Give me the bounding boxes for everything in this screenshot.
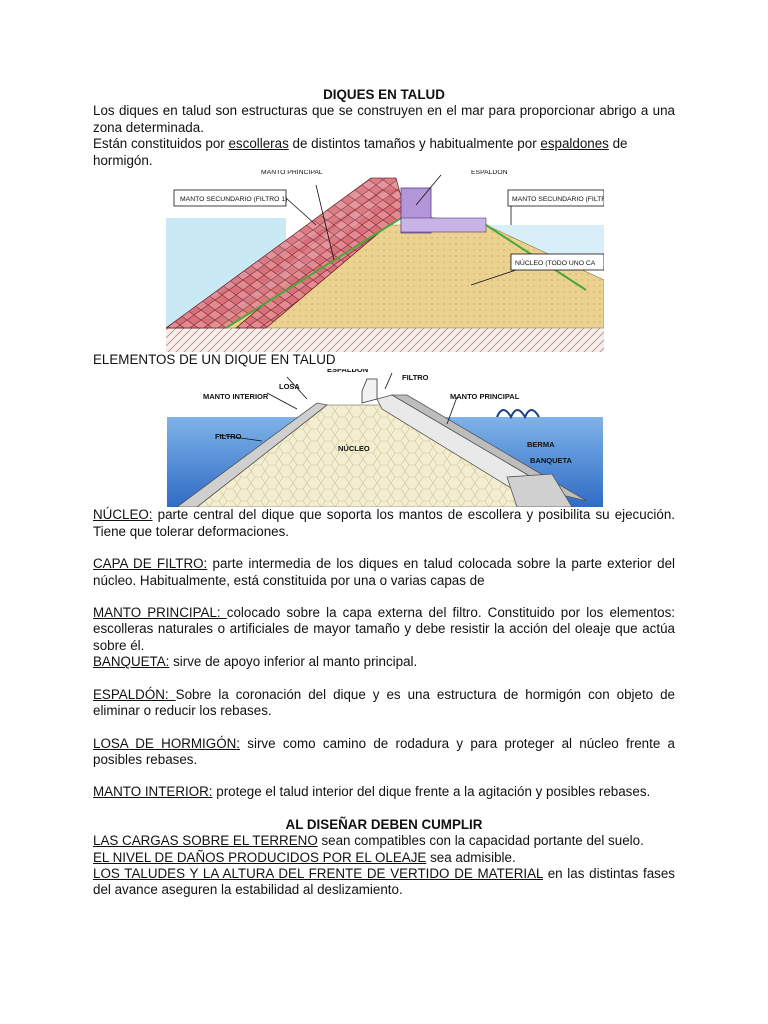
label-manto-secundario-left: MANTO SECUNDARIO (FILTRO 1) xyxy=(180,196,288,204)
design-title: AL DISEÑAR DEBEN CUMPLIR xyxy=(285,816,483,832)
definition-espaldon: ESPALDÓN: Sobre la coronación del dique y es una estructura de hormigón con objeto de eliminar o reducir los rebases. xyxy=(93,686,675,719)
label-nucleo-2: NÚCLEO xyxy=(338,444,370,454)
definition-manto-interior: MANTO INTERIOR: protege el talud interior del dique frente a la agitación y posibles rebases. xyxy=(93,784,651,800)
espaldones-link: espaldones xyxy=(540,136,609,152)
intro-paragraph: Los diques en talud son estructuras que se construyen en el mar para proporcionar abrigo a una zona determinada. xyxy=(93,103,675,135)
label-filtro-left: FILTRO xyxy=(215,432,242,442)
label-nucleo: NÚCLEO (TODO UNO CA xyxy=(515,260,596,268)
escolleras-link: escolleras xyxy=(228,136,289,152)
label-manto-interior: MANTO INTERIOR xyxy=(203,392,269,402)
requirement-taludes: LOS TALUDES Y LA ALTURA DEL FRENTE DE VERTIDO DE MATERIAL en las distintas fases del avance aseguren la estabilidad al deslizamiento. xyxy=(93,865,675,898)
document-title: DIQUES EN TALUD xyxy=(323,87,445,102)
label-filtro-top: FILTRO xyxy=(402,373,429,383)
definition-banqueta: BANQUETA: sirve de apoyo inferior al manto principal. xyxy=(93,654,418,670)
label-manto-principal-2: MANTO PRINCIPAL xyxy=(450,392,520,402)
label-manto-principal: MANTO PRINCIPAL xyxy=(261,170,323,177)
document-page xyxy=(93,87,675,899)
label-berma: BERMA xyxy=(527,440,555,450)
label-losa: LOSA xyxy=(279,382,300,392)
definition-capa-filtro: CAPA DE FILTRO: parte intermedia de los diques en talud colocada sobre la parte exterior del núcleo. Habitualmente, está constituida por una o varias capas de xyxy=(93,556,675,588)
section-elements-heading: ELEMENTOS DE UN DIQUE EN TALUD xyxy=(93,352,336,368)
seabed xyxy=(166,328,604,352)
definition-nucleo: NÚCLEO: parte central del dique que soporta los mantos de escollera y posibilita su ejecución. Tiene que tolerar deformaciones. xyxy=(93,507,675,539)
requirement-danos: EL NIVEL DE DAÑOS PRODUCIDOS POR EL OLEAJE sea admisible. xyxy=(93,849,516,865)
intro-paragraph-2: Están constituidos por escolleras de distintos tamaños y habitualmente por espaldones de hormigón. xyxy=(93,136,628,168)
requirement-cargas: LAS CARGAS SOBRE EL TERRENO sean compatibles con la capacidad portante del suelo. xyxy=(93,833,644,849)
breakwater-elements-figure xyxy=(167,369,603,507)
breakwater-section-figure xyxy=(166,170,604,352)
label-espaldon: ESPALDÓN xyxy=(471,170,508,177)
definition-losa: LOSA DE HORMIGÓN: sirve como camino de rodadura y para proteger al núcleo frente a posibles rebases. xyxy=(93,735,676,767)
definition-manto-principal: MANTO PRINCIPAL: colocado sobre la capa externa del filtro. Constituido por los elementos: escolleras naturales o artificiales de mayor tamaño y debe resistir la acción del oleaje que actúa sobre él. xyxy=(93,605,675,653)
label-espaldon-top: ESPALDON xyxy=(327,369,369,375)
label-banqueta: BANQUETA xyxy=(530,456,572,466)
label-manto-secundario-right: MANTO SECUNDARIO (FILTR xyxy=(512,196,604,204)
